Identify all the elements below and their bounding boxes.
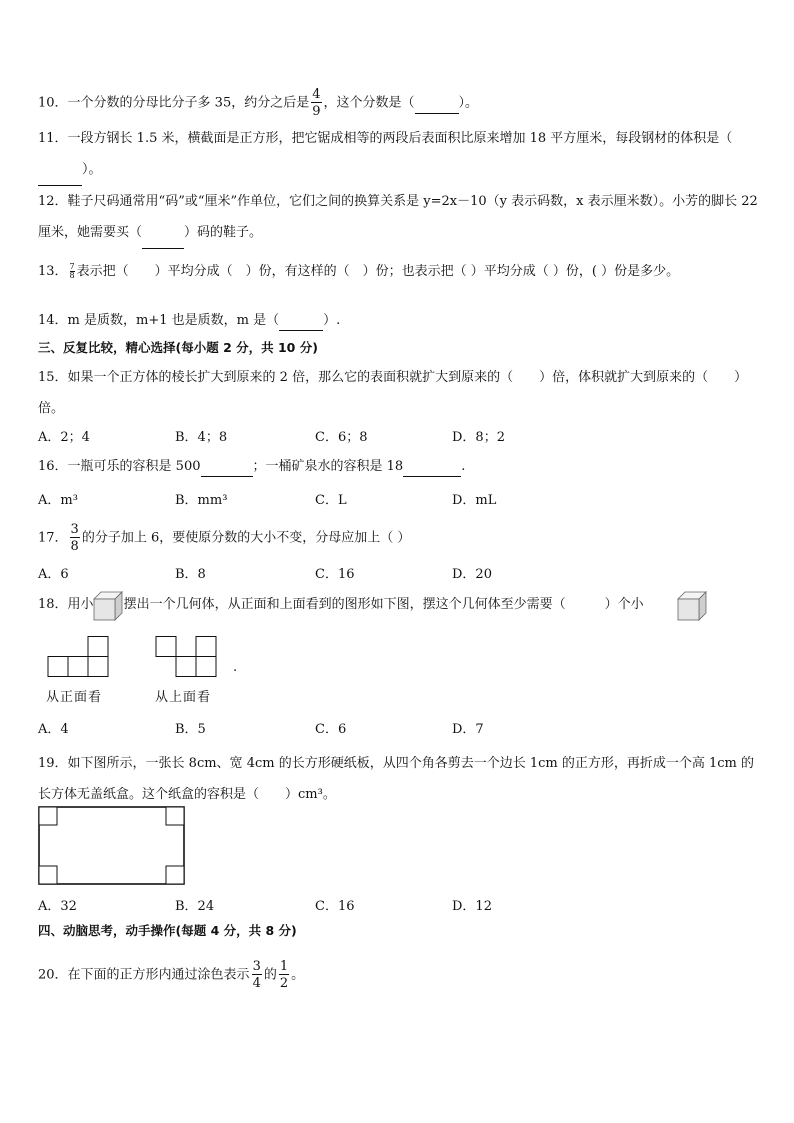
question-16: 16．一瓶可乐的容积是 500 ；一桶矿泉水的容积是 18 .: [38, 458, 465, 477]
fraction-3-4: $\frac{3}{4}$: [252, 959, 261, 991]
section-heading-3: 三、反复比较，精心选择(每小题 2 分，共 10 分): [38, 340, 318, 355]
option-d[interactable]: D．8；2: [452, 430, 505, 445]
option-b[interactable]: B．24: [175, 899, 215, 914]
option-d[interactable]: D．20: [452, 567, 492, 582]
fraction-7-8: $\frac{7}{8}$: [69, 262, 75, 280]
option-a[interactable]: A．6: [38, 567, 69, 582]
fraction-1-2: $\frac{1}{2}$: [279, 959, 289, 991]
option-c[interactable]: C．16: [315, 567, 355, 582]
option-c[interactable]: C．16: [315, 899, 355, 914]
option-b[interactable]: B．mm³: [175, 493, 228, 508]
top-view-figure: [155, 636, 219, 678]
option-c[interactable]: C．6: [315, 722, 347, 737]
question-17: 17． $\frac{3}{8}$ 的分子加上 6，要使原分数的大小不变，分母应加上（ ）: [38, 522, 411, 554]
question-15: 15．如果一个正方体的棱长扩大到原来的 2 倍，那么它的表面积就扩大到原来的（ ）倍，体积就扩大到原来的（ ）倍。: [38, 370, 748, 416]
question-10: 10．一个分数的分母比分子多 35，约分之后是 $\frac{4}{9}$ ，这个分数是（ ）。: [38, 87, 479, 119]
answer-blank[interactable]: [279, 312, 323, 331]
option-b[interactable]: B．8: [175, 567, 206, 582]
option-a[interactable]: A．2；4: [38, 430, 90, 445]
cardboard-rectangle-figure: [38, 806, 186, 886]
option-b[interactable]: B．4；8: [175, 430, 228, 445]
question-18: 18．用小 摆出一个几何体，从正面和上面看到的图形如下图，摆这个几何体至少需要（ ）个小: [38, 597, 644, 612]
question-12: 12．鞋子尺码通常用“码”或“厘米”作单位，它们之间的换算关系是 y=2x－10（y 表示码数，x 表示厘米数）。小芳的脚长 22 厘米，她需要买（ ）码的鞋子。: [38, 186, 758, 249]
answer-blank[interactable]: [403, 458, 461, 477]
period: .: [233, 660, 239, 675]
cube-icon: [676, 590, 708, 622]
option-a[interactable]: A．32: [38, 899, 77, 914]
option-c[interactable]: C．6；8: [315, 430, 368, 445]
question-20: 20．在下面的正方形内通过涂色表示 $\frac{3}{4}$ 的 $\frac{1}{2}$ 。: [38, 959, 305, 991]
option-d[interactable]: D．mL: [452, 493, 497, 508]
fraction-4-9: $\frac{4}{9}$: [312, 87, 321, 119]
question-19: 19．如下图所示，一张长 8cm、宽 4cm 的长方形硬纸板，从四个角各剪去一个边长 1cm 的正方形，再折成一个高 1cm 的长方体无盖纸盒。这个纸盒的容积是（ ）cm³。: [38, 756, 754, 802]
option-b[interactable]: B．5: [175, 722, 206, 737]
option-a[interactable]: A．4: [38, 722, 69, 737]
option-c[interactable]: C．L: [315, 493, 347, 508]
answer-blank[interactable]: [415, 95, 459, 114]
section-heading-4: 四、动脑思考，动手操作(每题 4 分，共 8 分): [38, 923, 297, 938]
question-13: 13． $\frac{7}{8}$ 表示把（ ）平均分成（ ）份，有这样的（ ）份；也表示把（ ）平均分成（ ）份，( ）份是多少。: [38, 262, 680, 280]
option-d[interactable]: D．7: [452, 722, 484, 737]
question-number: 10．: [38, 95, 68, 111]
cube-icon: [92, 590, 124, 622]
question-11: 11．一段方钢长 1.5 米，横截面是正方形，把它锯成相等的两段后表面积比原来增加 18 平方厘米，每段钢材的体积是（ ）。: [38, 123, 758, 186]
option-d[interactable]: D．12: [452, 899, 492, 914]
answer-blank[interactable]: [142, 217, 184, 249]
front-view-figure: [47, 636, 111, 678]
answer-blank[interactable]: [201, 458, 253, 477]
question-14: 14．m 是质数，m+1 也是质数，m 是（ ）.: [38, 312, 340, 331]
caption-top-view: 从上面看: [155, 690, 212, 705]
fraction-3-8: $\frac{3}{8}$: [70, 522, 79, 554]
answer-blank[interactable]: [38, 154, 82, 186]
caption-front-view: 从正面看: [46, 690, 103, 705]
option-a[interactable]: A．m³: [38, 493, 78, 508]
